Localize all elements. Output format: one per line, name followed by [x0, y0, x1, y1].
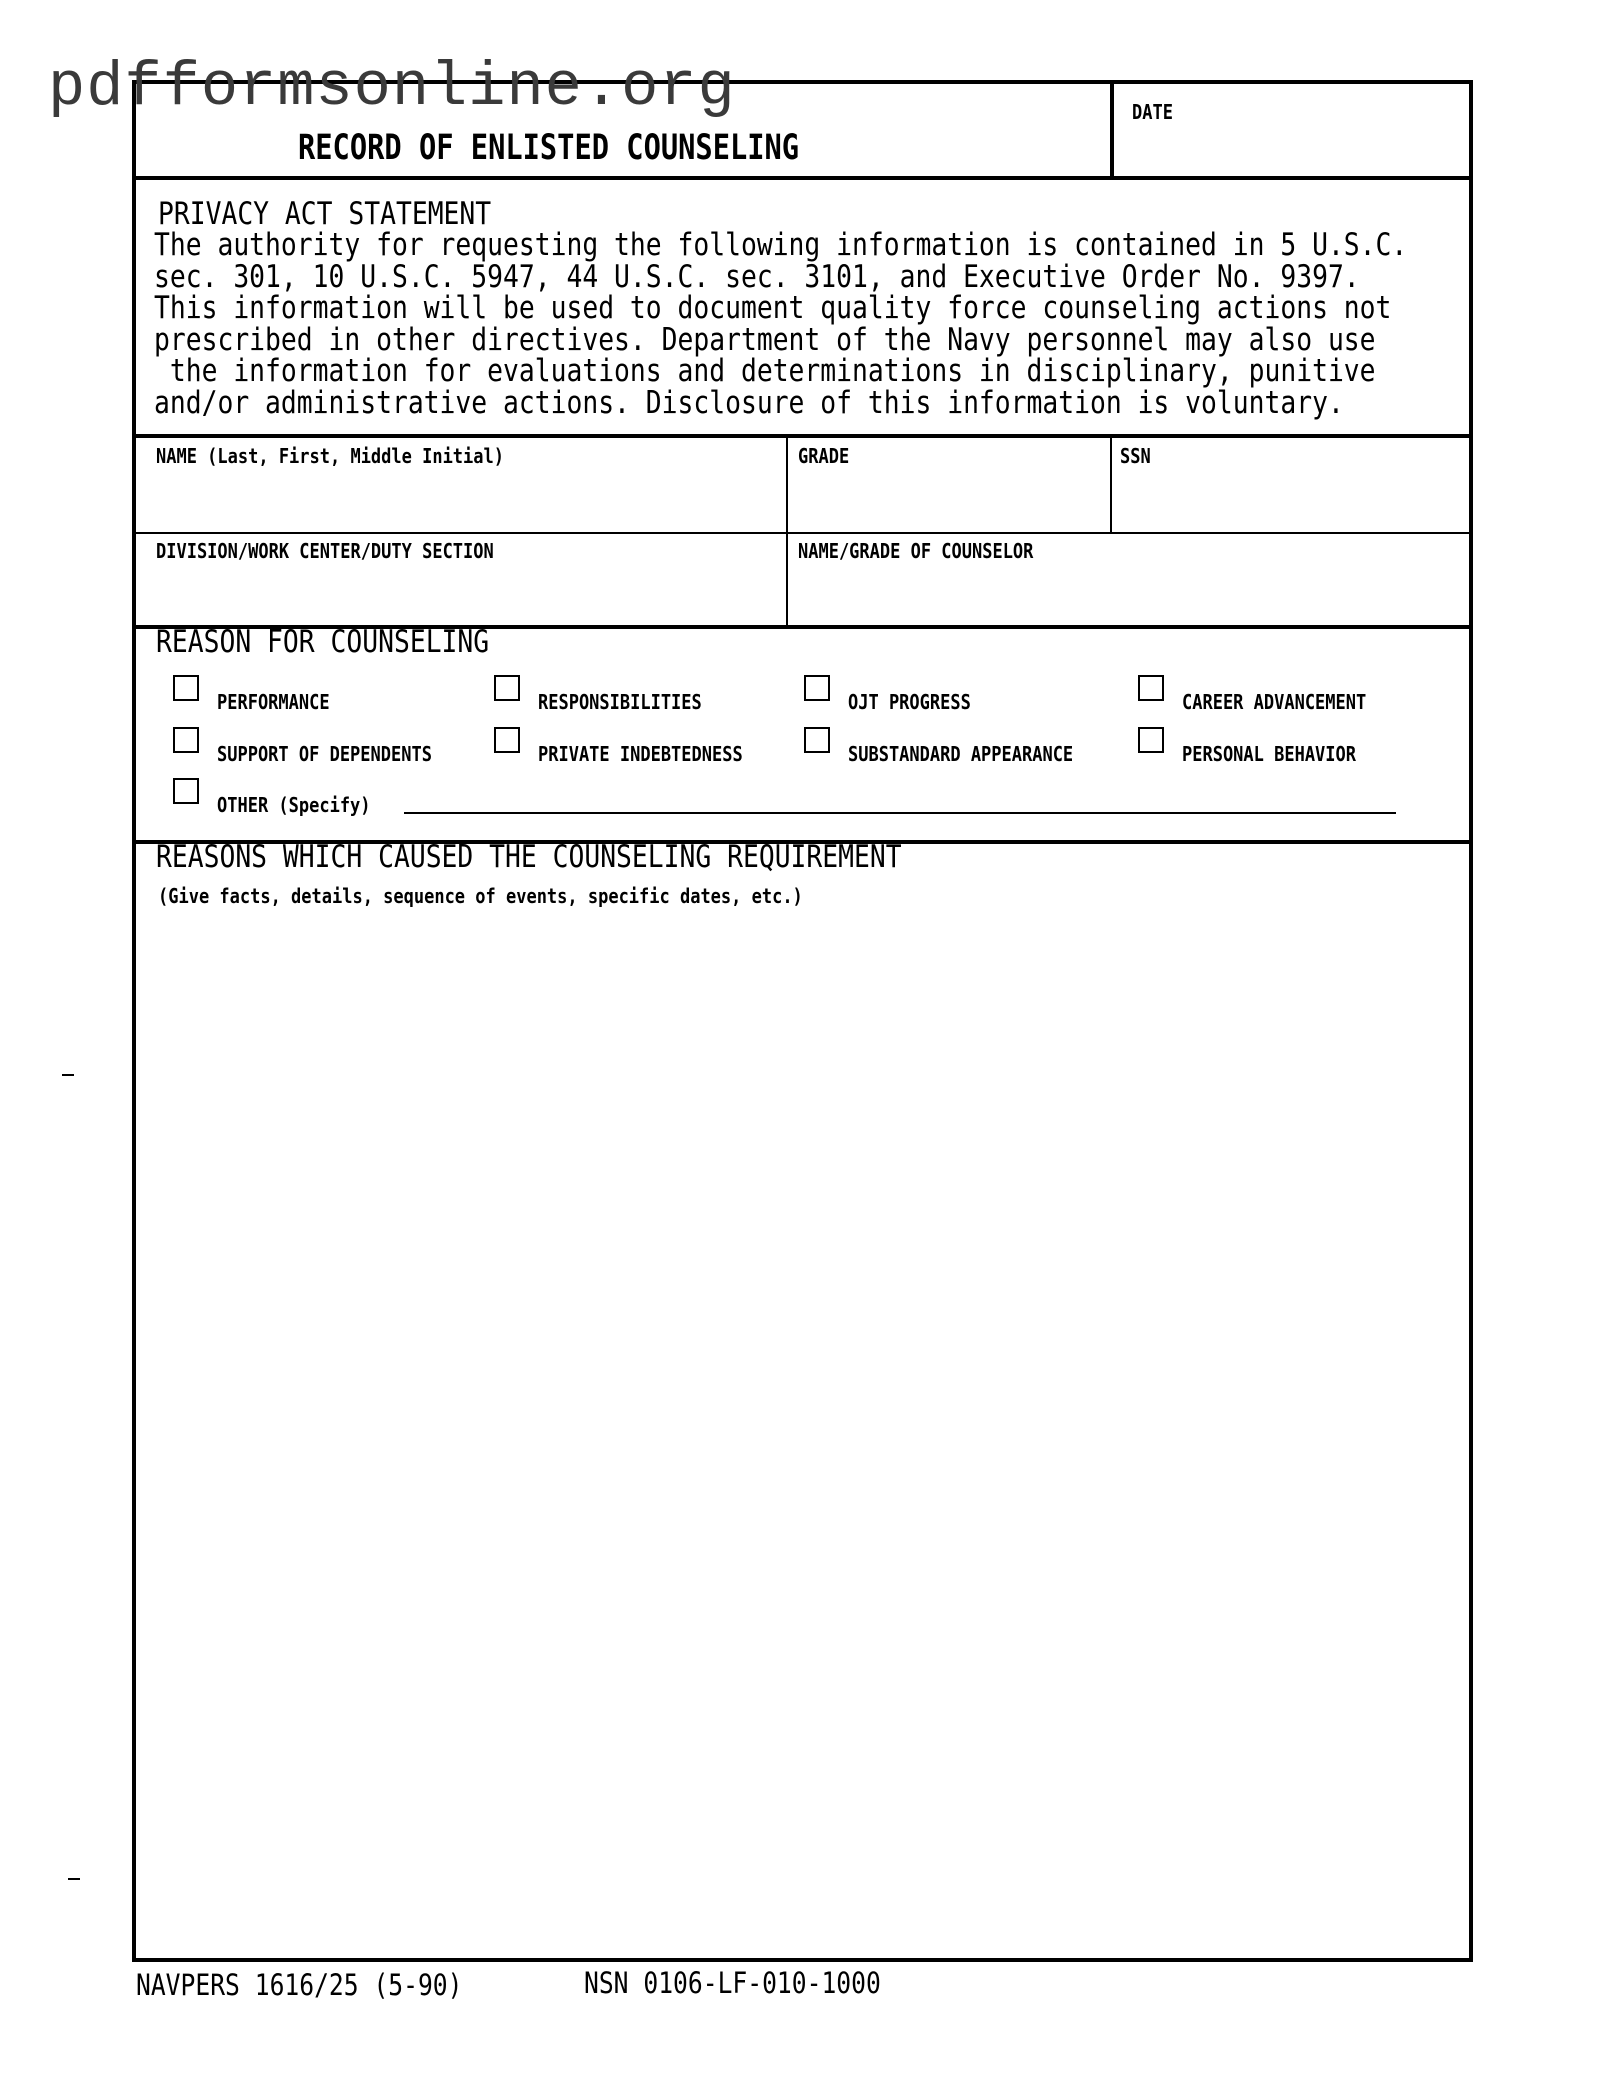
rule	[136, 434, 1469, 438]
personal-behavior-checkbox[interactable]	[1138, 727, 1164, 753]
support-of-dependents-label: SUPPORT OF DEPENDENTS	[217, 742, 432, 766]
career-advancement-label: CAREER ADVANCEMENT	[1182, 690, 1367, 714]
personal-behavior-label: PERSONAL BEHAVIOR	[1182, 742, 1356, 766]
division-label: DIVISION/WORK CENTER/DUTY SECTION	[156, 539, 494, 563]
name-label: NAME (Last, First, Middle Initial)	[156, 444, 504, 468]
performance-checkbox[interactable]	[173, 675, 199, 701]
counselor-label: NAME/GRADE OF COUNSELOR	[798, 539, 1034, 563]
substandard-appearance-checkbox[interactable]	[804, 727, 830, 753]
counselor-field[interactable]	[788, 564, 1473, 622]
counseling-form	[132, 80, 1473, 1962]
substandard-appearance-label: SUBSTANDARD APPEARANCE	[848, 742, 1074, 766]
ojt-progress-label: OJT PROGRESS	[848, 690, 971, 714]
privacy-act-heading: PRIVACY ACT STATEMENT	[158, 196, 492, 232]
requirement-subheading: (Give facts, details, sequence of events, specific dates, etc.)	[158, 884, 803, 908]
form-number: NAVPERS 1616/25 (5-90)	[136, 1968, 463, 2002]
ssn-label: SSN	[1120, 444, 1151, 468]
watermark-text: pdfformsonline.org	[48, 52, 736, 123]
other-checkbox[interactable]	[173, 778, 199, 804]
private-indebtedness-label: PRIVATE INDEBTEDNESS	[538, 742, 743, 766]
privacy-line: and/or administrative actions. Disclosure of this information is voluntary.	[154, 384, 1344, 421]
date-field[interactable]	[1114, 124, 1473, 174]
private-indebtedness-checkbox[interactable]	[494, 727, 520, 753]
rule	[136, 176, 1469, 180]
responsibilities-checkbox[interactable]	[494, 675, 520, 701]
privacy-act-statement	[154, 227, 1408, 421]
date-label: DATE	[1132, 100, 1173, 124]
other-specify-label: OTHER (Specify)	[217, 793, 371, 817]
division-field[interactable]	[136, 564, 786, 622]
rule	[136, 532, 1469, 534]
privacy-line: This information will be used to document quality force counseling actions not	[154, 290, 1392, 326]
career-advancement-checkbox[interactable]	[1138, 675, 1164, 701]
privacy-line: sec. 301, 10 U.S.C. 5947, 44 U.S.C. sec. 3101, and Executive Order No. 9397.	[154, 258, 1360, 295]
name-field[interactable]	[136, 468, 786, 528]
performance-label: PERFORMANCE	[217, 690, 330, 714]
responsibilities-label: RESPONSIBILITIES	[538, 690, 702, 714]
ojt-progress-checkbox[interactable]	[804, 675, 830, 701]
privacy-line: the information for evaluations and determinations in disciplinary, punitive	[154, 353, 1376, 389]
privacy-line: prescribed in other directives. Department of the Navy personnel may also use	[154, 321, 1376, 358]
form-title: RECORD OF ENLISTED COUNSELING	[298, 128, 800, 168]
requirement-heading: REASONS WHICH CAUSED THE COUNSELING REQUIREMENT	[156, 839, 902, 875]
nsn-number: NSN 0106-LF-010-1000	[584, 1966, 881, 2000]
ssn-field[interactable]	[1112, 468, 1473, 528]
other-specify-field[interactable]	[404, 812, 1396, 814]
reason-heading: REASON FOR COUNSELING	[156, 624, 490, 660]
grade-label: GRADE	[798, 444, 850, 468]
margin-tick-mark	[62, 1074, 74, 1076]
privacy-line: The authority for requesting the following information is contained in 5 U.S.C.	[154, 227, 1408, 263]
requirement-text-area[interactable]	[136, 914, 1473, 1962]
support-of-dependents-checkbox[interactable]	[173, 727, 199, 753]
margin-tick-mark	[68, 1878, 80, 1880]
grade-field[interactable]	[788, 468, 1110, 528]
